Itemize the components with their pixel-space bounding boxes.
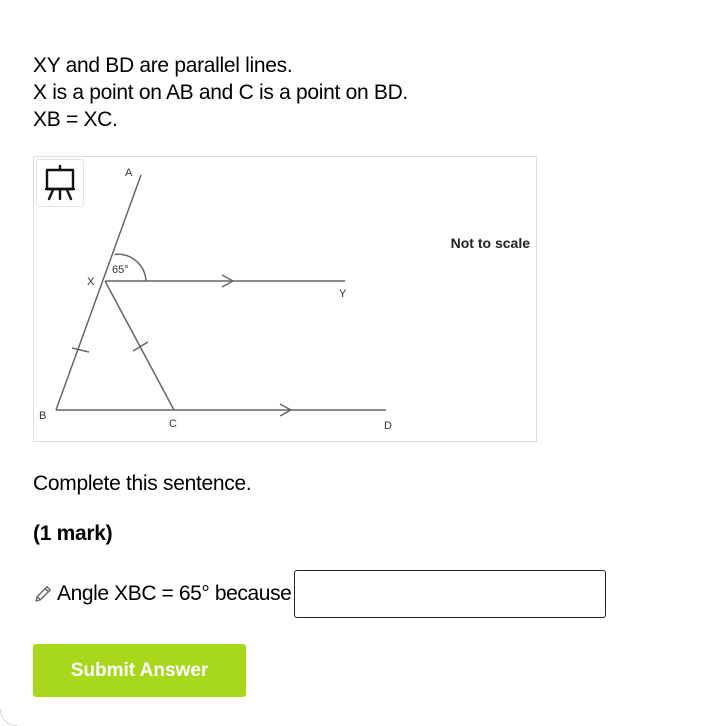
tick-xc [133, 342, 148, 351]
tick-xb [72, 348, 89, 352]
geometry-diagram [34, 157, 536, 441]
whiteboard-easel-icon [43, 164, 77, 202]
question-line-3: XB = XC. [33, 108, 118, 131]
question-line-2: X is a point on AB and C is a point on BD. [33, 81, 408, 104]
label-a: A [125, 167, 133, 179]
instruction-text: Complete this sentence. [33, 472, 252, 495]
line-ba [56, 175, 141, 410]
angle-label: 65° [112, 264, 129, 276]
marks-label: (1 mark) [33, 522, 113, 545]
diagram-panel [33, 156, 537, 442]
not-to-scale-label: Not to scale [450, 235, 530, 251]
page-corner [0, 709, 17, 726]
line-xc [105, 281, 174, 410]
answer-prompt: Angle XBC = 65° because [57, 582, 292, 605]
answer-row [33, 570, 606, 618]
question-text [33, 52, 408, 133]
label-y: Y [339, 288, 347, 300]
label-x: X [87, 276, 95, 288]
label-c: C [169, 418, 177, 430]
submit-answer-button[interactable]: Submit Answer [33, 644, 246, 697]
whiteboard-button[interactable] [36, 159, 84, 207]
pencil-icon [33, 584, 53, 604]
label-b: B [39, 410, 47, 422]
answer-input[interactable] [294, 570, 606, 618]
question-line-1: XY and BD are parallel lines. [33, 54, 293, 77]
label-d: D [384, 420, 392, 432]
